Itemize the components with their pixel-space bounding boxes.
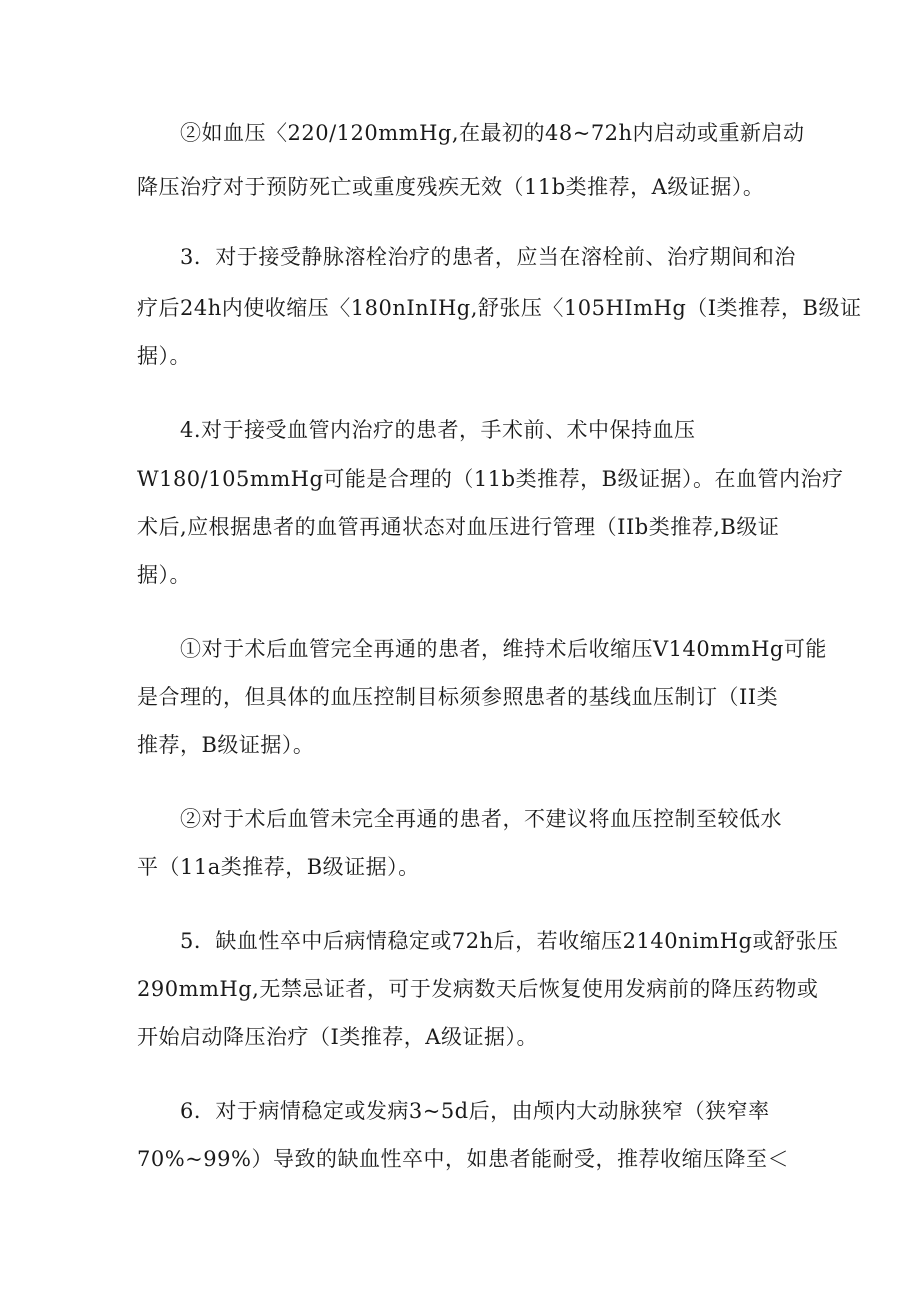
paragraph-line: 3．对于接受静脉溶栓治疗的患者，应当在溶栓前、治疗期间和治 [180, 245, 796, 269]
paragraph-line: 是合理的，但具体的血压控制目标须参照患者的基线血压制订（II类 [137, 685, 779, 709]
paragraph-line: 290mmHg,无禁忌证者，可于发病数天后恢复使用发病前的降压药物或 [137, 977, 819, 1001]
paragraph-line: 4.对于接受血管内治疗的患者，手术前、术中保持血压 [180, 418, 696, 442]
paragraph-line: W180/105mmHg可能是合理的（11b类推荐，B级证据）。在血管内治疗 [137, 467, 844, 491]
paragraph-line: ②如血压〈220/120mmHg,在最初的48~72h内启动或重新启动 [180, 121, 805, 145]
paragraph-line: 疗后24h内使收缩压〈180nInIHg,舒张压〈105HImHg（I类推荐，B级证 [137, 296, 862, 320]
paragraph-line: 平（11a类推荐，B级证据）。 [137, 855, 420, 879]
paragraph-line: 6．对于病情稳定或发病3~5d后，由颅内大动脉狭窄（狭窄率 [180, 1099, 770, 1123]
paragraph-line: 5．缺血性卒中后病情稳定或72h后，若收缩压2140nimHg或舒张压 [180, 929, 839, 953]
paragraph-line: ②对于术后血管未完全再通的患者，不建议将血压控制至较低水 [180, 807, 782, 831]
paragraph-line: ①对于术后血管完全再通的患者，维持术后收缩压V140mmHg可能 [180, 637, 827, 661]
paragraph-line: 据）。 [137, 344, 191, 368]
paragraph-line: 据）。 [137, 563, 191, 587]
paragraph-line: 术后,应根据患者的血管再通状态对血压进行管理（IIb类推荐,B级证 [137, 515, 780, 539]
paragraph-line: 推荐，B级证据）。 [137, 733, 315, 757]
paragraph-line: 开始启动降压治疗（I类推荐，A级证据）。 [137, 1025, 538, 1049]
paragraph-line: 降压治疗对于预防死亡或重度残疾无效（11b类推荐，A级证据）。 [137, 175, 765, 199]
paragraph-line: 70%~99%）导致的缺血性卒中，如患者能耐受，推荐收缩压降至＜ [137, 1147, 789, 1171]
